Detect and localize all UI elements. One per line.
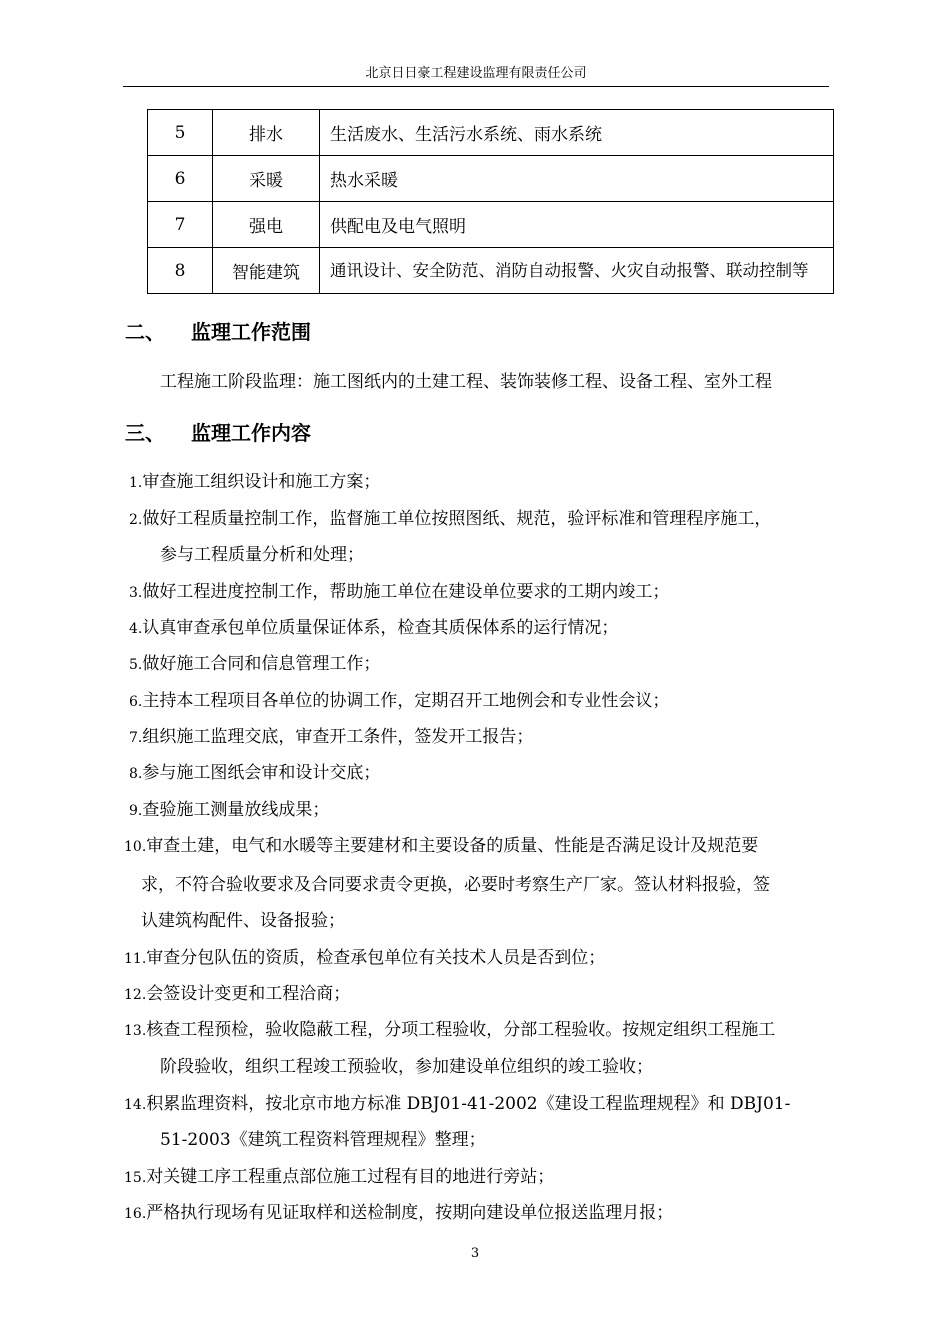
list-item-number: 2. [129, 512, 143, 528]
list-item-number: 5. [129, 657, 143, 673]
list-item [129, 470, 380, 495]
list-item [129, 761, 380, 786]
row-number: 6 [148, 156, 213, 202]
list-item [124, 946, 605, 971]
section-heading-scope [125, 318, 311, 346]
list-item [129, 725, 533, 750]
list-item-number: 3. [129, 585, 143, 601]
row-description: 供配电及电气照明 [320, 202, 834, 248]
row-description: 热水采暖 [320, 156, 834, 202]
list-item-text: 会签设计变更和工程洽商； [146, 984, 351, 1004]
table-row [148, 248, 834, 294]
list-item [160, 543, 364, 567]
scope-paragraph: 工程施工阶段监理：施工图纸内的土建工程、装饰装修工程、设备工程、室外工程 [160, 372, 772, 392]
list-item-text: 严格执行现场有见证取样和送检制度，按期向建设单位报送监理月报； [146, 1203, 674, 1223]
row-number: 5 [148, 110, 213, 156]
list-item [129, 507, 771, 532]
row-name: 采暖 [213, 156, 320, 202]
row-number: 7 [148, 202, 213, 248]
row-description: 生活废水、生活污水系统、雨水系统 [320, 110, 834, 156]
list-item-text: 认建筑构配件、设备报验； [141, 911, 345, 931]
list-item-text: 主持本工程项目各单位的协调工作，定期召开工地例会和专业性会议； [142, 691, 670, 711]
row-number: 8 [148, 248, 213, 294]
list-item [129, 798, 329, 823]
table-row [148, 156, 834, 202]
list-item-number: 1. [129, 475, 143, 491]
row-description: 通讯设计、安全防范、消防自动报警、火灾自动报警、联动控制等 [320, 248, 834, 294]
list-item-text: 审查土建，电气和水暖等主要建材和主要设备的质量、性能是否满足设计及规范要 [146, 836, 759, 856]
list-item-number: 12. [124, 987, 147, 1003]
list-item [124, 1165, 554, 1190]
section-number: 二、 [125, 320, 165, 344]
row-name: 强电 [213, 202, 320, 248]
list-item-number: 4. [129, 621, 143, 637]
list-item-text: 阶段验收，组织工程竣工预验收，参加建设单位组织的竣工验收； [160, 1057, 653, 1077]
list-item-number: 9. [129, 803, 143, 819]
list-item [141, 873, 770, 897]
section-heading-content [125, 419, 311, 447]
list-item [124, 834, 758, 859]
list-item [124, 1092, 790, 1117]
section-title: 监理工作范围 [191, 320, 311, 344]
list-item [129, 652, 380, 677]
list-item [124, 1018, 775, 1043]
list-item-text: 积累监理资料，按北京市地方标准 DBJ01-41-2002《建设工程监理规程》和 DBJ01- [146, 1094, 791, 1114]
list-item-text: 组织施工监理交底，审查开工条件，签发开工报告； [142, 727, 534, 747]
list-item-number: 7. [129, 730, 143, 746]
list-item-text: 认真审查承包单位质量保证体系，检查其质保体系的运行情况； [142, 618, 619, 638]
list-item [124, 982, 350, 1007]
list-item-number: 14. [124, 1097, 147, 1113]
page-header: 北京日日豪工程建设监理有限责任公司 [365, 66, 587, 81]
list-item-text: 求，不符合验收要求及合同要求责令更换，必要时考察生产厂家。签认材料报验，签 [141, 875, 770, 895]
list-item [160, 1055, 653, 1079]
list-item-number: 10. [124, 839, 147, 855]
section-number: 三、 [125, 421, 165, 445]
table-row [148, 110, 834, 156]
list-item-text: 核查工程预检，验收隐蔽工程，分项工程验收，分部工程验收。按规定组织工程施工 [146, 1020, 776, 1040]
list-item-text: 参与施工图纸会审和设计交底； [142, 763, 381, 783]
list-item-text: 审查施工组织设计和施工方案； [142, 472, 381, 492]
list-item-number: 11. [124, 951, 147, 967]
section-title: 监理工作内容 [191, 421, 311, 445]
list-item-text: 做好施工合同和信息管理工作； [142, 654, 381, 674]
list-item-number: 15. [124, 1170, 147, 1186]
list-item-text: 做好工程进度控制工作，帮助施工单位在建设单位要求的工期内竣工； [142, 582, 670, 602]
list-item-text: 查验施工测量放线成果； [142, 800, 330, 820]
table-row [148, 202, 834, 248]
list-item-number: 6. [129, 694, 143, 710]
list-item-text: 做好工程质量控制工作，监督施工单位按照图纸、规范，验评标准和管理程序施工， [142, 509, 772, 529]
scope-table [147, 109, 834, 294]
header-divider [123, 86, 829, 87]
list-item-number: 8. [129, 766, 143, 782]
list-item-text: 参与工程质量分析和处理； [160, 545, 364, 565]
list-item [124, 1201, 673, 1226]
list-item [141, 909, 345, 933]
row-name: 智能建筑 [213, 248, 320, 294]
list-item-text: 对关键工序工程重点部位施工过程有目的地进行旁站； [146, 1167, 555, 1187]
page-number: 3 [470, 1246, 480, 1261]
list-item-text: 审查分包队伍的资质，检查承包单位有关技术人员是否到位； [146, 948, 606, 968]
list-item [129, 580, 669, 605]
list-item [160, 1128, 486, 1152]
list-item-number: 16. [124, 1206, 147, 1222]
row-name: 排水 [213, 110, 320, 156]
list-item-text: 51-2003《建筑工程资料管理规程》整理； [160, 1130, 486, 1150]
list-item [129, 689, 669, 714]
list-item [129, 616, 618, 641]
list-item-number: 13. [124, 1023, 147, 1039]
